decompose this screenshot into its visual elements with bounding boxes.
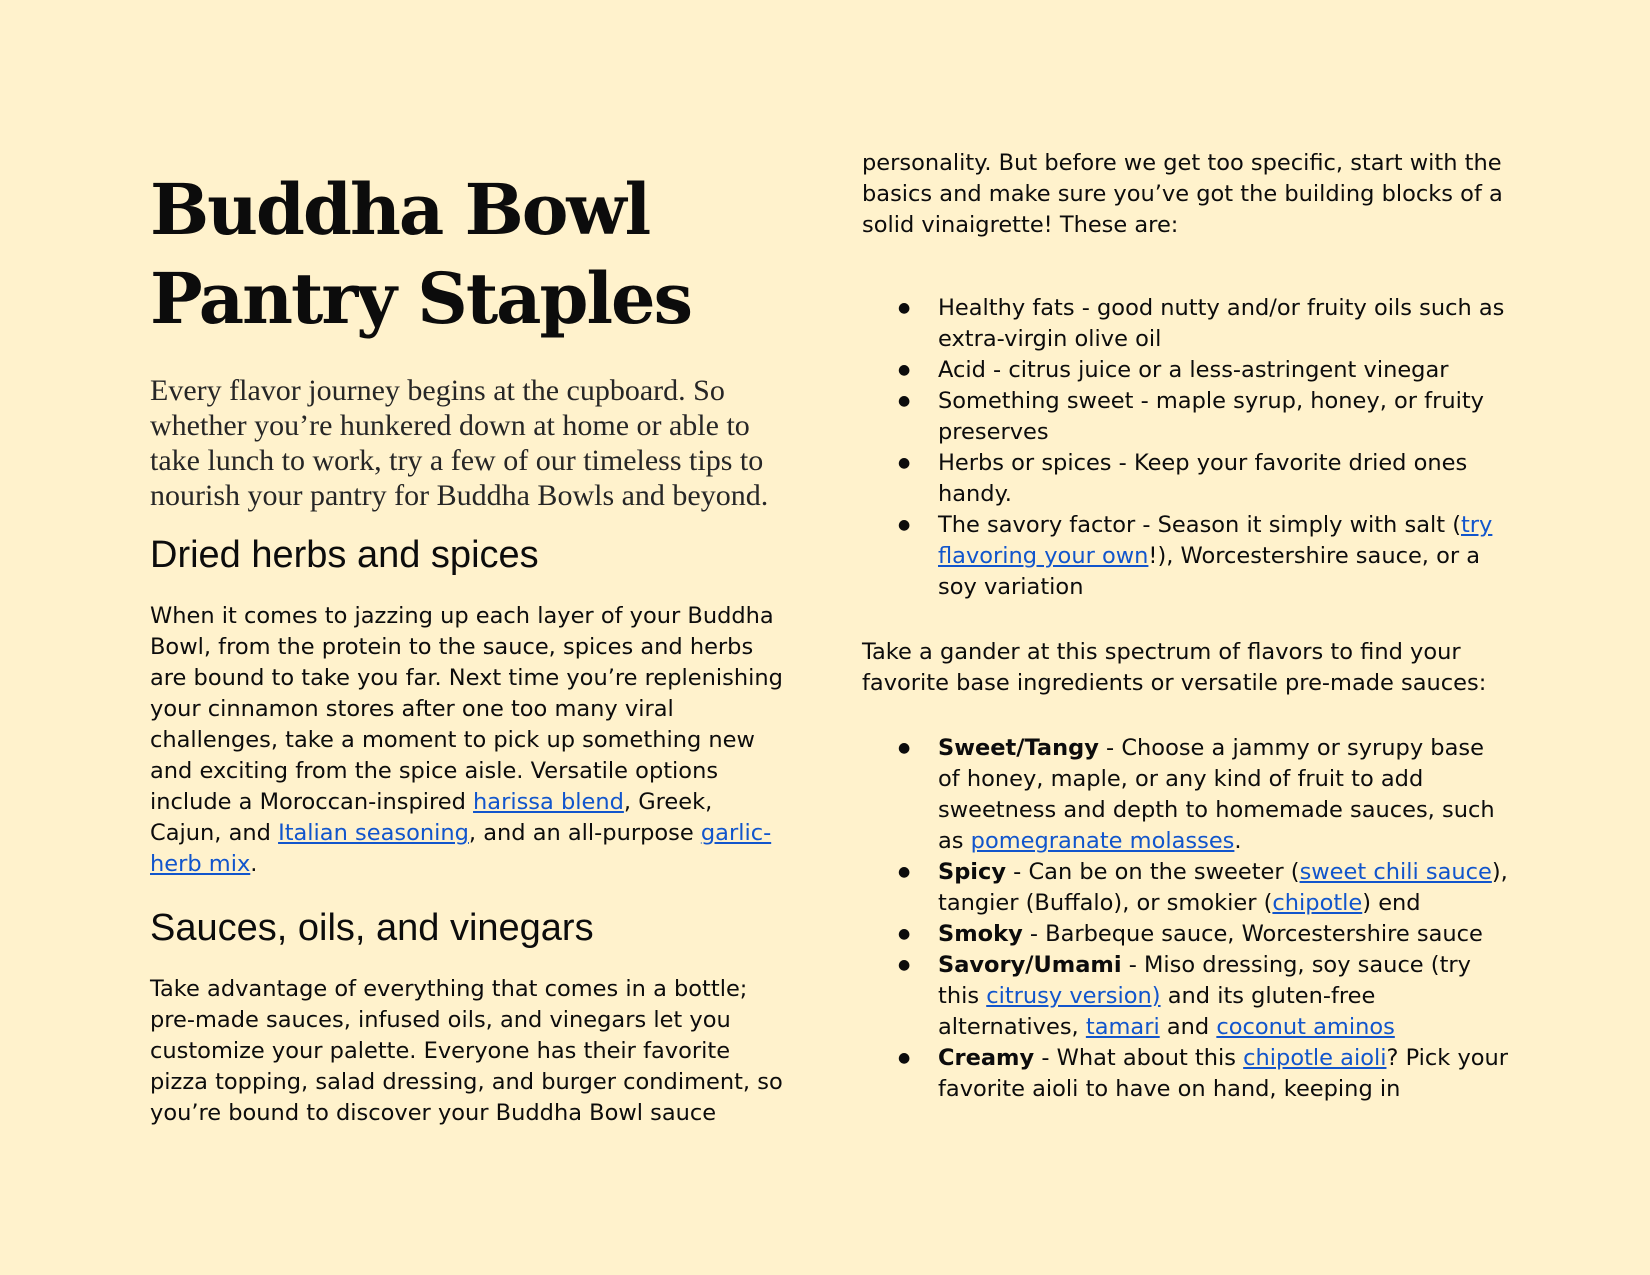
spicy-text-b: ), tangier (Buffalo), or smokier ( [938,859,1508,916]
savory-factor-text-a: The savory factor - Season it simply with salt ( [938,512,1461,538]
vinaigrette-basics-list [862,293,1512,603]
sweet-tangy-label: Sweet/Tangy [938,735,1099,761]
list-item [938,733,1512,857]
creamy-text-b: ? Pick your favorite aioli to have on hand, keeping in [938,1045,1509,1102]
sauces-paragraph: Take advantage of everything that comes in a bottle; pre-made sauces, infused oils, and vinegars let you customize your palette. Everyone has their favorite pizza topping, salad dressing, and burger condiment, so you’re bound to discover your Buddha Bowl sauce [150,976,783,1126]
title-line-1: Buddha Bowl [150,168,650,251]
spicy-label: Spicy [938,859,1007,885]
sweet-text: - Choose a jammy or syrupy base of honey, maple, or any kind of fruit to add sweetness and depth to homemade sauces, such as [938,735,1495,854]
chipotle-aioli-link[interactable]: chipotle aioli [1243,1045,1387,1071]
list-item [938,857,1512,919]
citrusy-version-link[interactable]: citrusy version) [986,983,1161,1009]
savory-text-b: and its gluten-free alternatives, [938,983,1376,1040]
spicy-text-c: ) end [1362,890,1421,916]
try-flavoring-your-own-link[interactable]: try flavoring your own [938,512,1493,569]
sweet-end: . [1234,828,1242,854]
chipotle-link[interactable]: chipotle [1272,890,1363,916]
herbs-text-c: , and an all-purpose [468,820,701,846]
garlic-herb-mix-link[interactable]: garlic-herb mix [150,820,772,877]
savory-text-a: - Miso dressing, soy sauce (try this [938,952,1471,1009]
spicy-text-a: - Can be on the sweeter ( [1006,859,1300,885]
list-item: ● Herbs or spices - Keep your favorite dried ones handy. [938,448,1512,510]
continued-paragraph: personality. But before we get too specific, start with the basics and make sure you’ve got the building blocks of a solid vinaigrette! These are: [862,150,1503,238]
smoky-label: Smoky [938,921,1023,947]
sweet-chili-sauce-link[interactable]: sweet chili sauce [1299,859,1492,885]
list-item: ● Something sweet - maple syrup, honey, or fruity preserves [938,386,1512,448]
herbs-text-a: When it comes to jazzing up each layer of your Buddha Bowl, from the protein to the sauce, spices and herbs are bound to take you far. Next time you’re replenishing your cinnamon stores after one too many viral challenges, take a moment to pick up something new and exciting from the spice aisle. Versatile options include a Moroccan-inspired [150,603,783,815]
harissa-blend-link[interactable]: harissa blend [473,789,624,815]
intro-paragraph: Every flavor journey begins at the cupboard. So whether you’re hunkered down at home or able to take lunch to work, try a few of our timeless tips to nourish your pantry for Buddha Bowls and beyond. [150,374,769,512]
tamari-link[interactable]: tamari [1085,1014,1160,1040]
italian-seasoning-link[interactable]: Italian seasoning [278,820,469,846]
page-title [150,165,790,343]
list-item [938,950,1512,1043]
pomegranate-molasses-link[interactable]: pomegranate molasses [970,828,1235,854]
list-item [938,919,1512,950]
savory-umami-label: Savory/Umami [938,952,1122,978]
creamy-text-a: - What about this [1034,1045,1244,1071]
herbs-paragraph [150,601,790,880]
list-item: ● Healthy fats - good nutty and/or fruity oils such as extra-virgin olive oil [938,293,1512,355]
herbs-text-b: , Greek, Cajun, and [150,789,713,846]
savory-text-c: and [1159,1014,1217,1040]
savory-factor-text-b: !), Worcestershire sauce, or a soy variation [938,543,1481,600]
list-item [938,510,1512,603]
coconut-aminos-link[interactable]: coconut aminos [1216,1014,1395,1040]
creamy-label: Creamy [938,1045,1035,1071]
herbs-text-d: . [250,851,258,877]
section-heading-herbs: Dried herbs and spices [150,534,539,576]
title-line-2: Pantry Staples [150,257,691,340]
left-column [150,165,790,1129]
section-heading-sauces: Sauces, oils, and vinegars [150,907,594,949]
list-item: ● Acid - citrus juice or a less-astringent vinegar [938,355,1512,386]
list-item [938,1043,1512,1105]
flavor-spectrum-list [862,733,1512,1105]
right-column [862,148,1512,1105]
gander-paragraph: Take a gander at this spectrum of flavors to find your favorite base ingredients or versatile pre-made sauces: [862,639,1487,696]
smoky-text: - Barbeque sauce, Worcestershire sauce [1022,921,1483,947]
